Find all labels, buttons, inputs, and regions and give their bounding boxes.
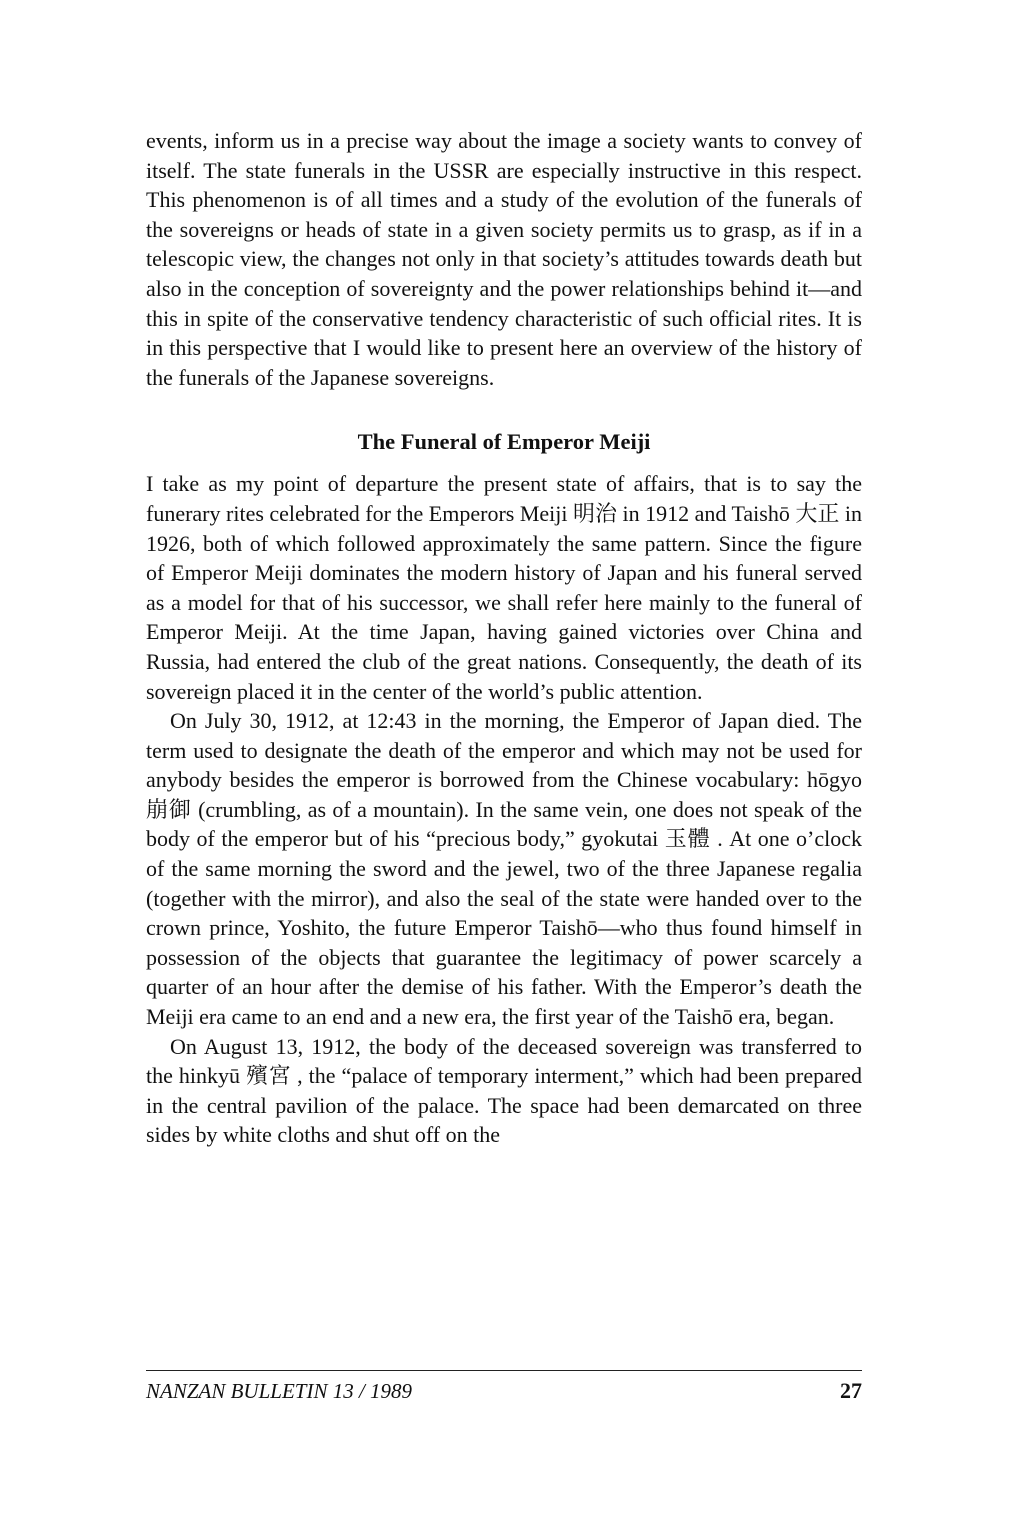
paragraph-death: On July 30, 1912, at 12:43 in the morning, the Emperor of Japan died. The term used to designate the death of the emperor and which may not be used for anybody besides the emperor is borrowed from the Chinese vocabulary: hōgyo 崩御 (crumbling, as of a mountain). In the same vein, one does not speak of the body of the emperor but of his “precious body,” gyokutai 玉體 . At one o’clock of the same morning the sword and the jewel, two of the three Japanese regalia (together with the mirror), and also the seal of the state were handed over to the crown prince, Yoshito, the future Emperor Taishō—who thus found himself in possession of the objects that guarantee the legitimacy of power scarcely a quarter of an hour after the demise of his father. With the Emperor’s death the Meiji era came to an end and a new era, the first year of the Taishō era, began. [146, 708, 862, 1030]
page-body [146, 126, 862, 1150]
paragraph-intro: events, inform us in a precise way about the image a society wants to convey of itself. The state funerals in the USSR are especially instructive in this respect. This phenomenon is of all times and a study of the evolution of the funerals of the sovereigns or heads of state in a given society permits us to grasp, as if in a telescopic view, the changes not only in that society’s attitudes towards death but also in the conception of sovereignty and the power relationships behind it—and this in spite of the conservative tendency characteristic of such official rites. It is in this perspective that I would like to present here an overview of the history of the funerals of the Japanese sovereigns. [146, 128, 862, 390]
page-number: 27 [840, 1378, 862, 1403]
paragraph-departure: I take as my point of departure the present state of affairs, that is to say the funerary rites celebrated for the Emperors Meiji 明治 in 1912 and Taishō 大正 in 1926, both of which followed approximately the same pattern. Since the figure of Emperor Meiji dominates the modern history of Japan and his funeral served as a model for that of his successor, we shall refer here mainly to the funeral of Emperor Meiji. At the time Japan, having gained victories over China and Russia, had entered the club of the great nations. Consequently, the death of its sovereign placed it in the center of the world’s public attention. [146, 471, 862, 704]
footer-divider [146, 1370, 862, 1371]
footer-journal-title: NANZAN BULLETIN 13 / 1989 [146, 1379, 413, 1403]
section-heading: The Funeral of Emperor Meiji [357, 429, 651, 455]
paragraph-hinkyu: On August 13, 1912, the body of the deceased sovereign was transferred to the hinkyū 殯宮 , the “palace of temporary interment,” which had been prepared in the central pavilion of the palace. The space had been demarcated on three sides by white cloths and shut off on the [146, 1033, 862, 1148]
